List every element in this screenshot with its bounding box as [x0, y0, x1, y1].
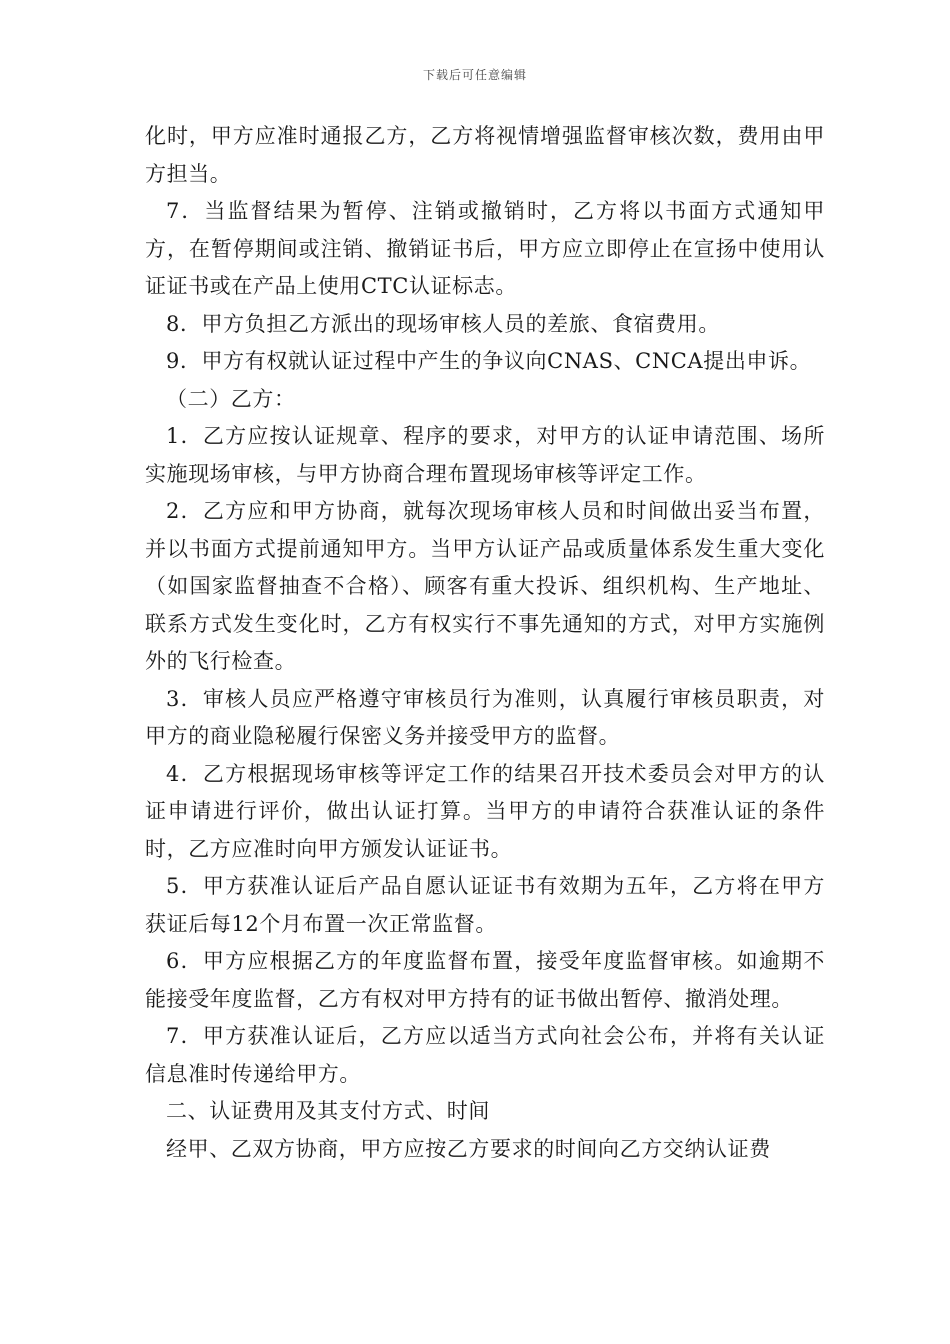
paragraph-b3: 3．审核人员应严格遵守审核员行为准则，认真履行审核员职责，对甲方的商业隐秘履行保密义务并接受甲方的监督。 — [145, 686, 825, 748]
paragraph-a7: 7．当监督结果为暂停、注销或撤销时，乙方将以书面方式通知甲方，在暂停期间或注销、撤销证书后，甲方应立即停止在宣扬中使用认证证书或在产品上使用CTC认证标志。 — [145, 199, 825, 298]
paragraph-a8: 8．甲方负担乙方派出的现场审核人员的差旅、食宿费用。 — [166, 311, 720, 336]
section-heading-party-b: （二）乙方： — [166, 386, 296, 411]
paragraph-a9: 9．甲方有权就认证过程中产生的争议向CNAS、CNCA提出申诉。 — [166, 349, 812, 373]
paragraph-fees: 经甲、乙双方协商，甲方应按乙方要求的时间向乙方交纳认证费 — [166, 1136, 771, 1161]
document-body — [145, 118, 825, 1168]
paragraph-b1: 1．乙方应按认证规章、程序的要求，对甲方的认证申请范围、场所实施现场审核，与甲方协商合理布置现场审核等评定工作。 — [145, 424, 825, 486]
paragraph-b7: 7．甲方获准认证后，乙方应以适当方式向社会公布，并将有关认证信息准时传递给甲方。 — [145, 1024, 825, 1086]
paragraph-b5: 5．甲方获准认证后产品自愿认证证书有效期为五年，乙方将在甲方获证后每12个月布置一次正常监督。 — [145, 874, 825, 936]
paragraph-b2: 2．乙方应和甲方协商，就每次现场审核人员和时间做出妥当布置，并以书面方式提前通知甲方。当甲方认证产品或质量体系发生重大变化（如国家监督抽查不合格）、顾客有重大投诉、组织机构、生产地址、联系方式发生变化时，乙方有权实行不事先通知的方式，对甲方实施例外的飞行检查。 — [145, 499, 825, 673]
page-header: 下载后可任意编辑 — [422, 68, 527, 82]
paragraph-continuation: 化时，甲方应准时通报乙方，乙方将视情增强监督审核次数，费用由甲方担当。 — [145, 124, 825, 186]
section-heading-fees: 二、认证费用及其支付方式、时间 — [166, 1099, 490, 1123]
paragraph-b6: 6．甲方应根据乙方的年度监督布置，接受年度监督审核。如逾期不能接受年度监督，乙方有权对甲方持有的证书做出暂停、撤消处理。 — [145, 949, 825, 1011]
paragraph-b4: 4．乙方根据现场审核等评定工作的结果召开技术委员会对甲方的认证申请进行评价，做出认证打算。当甲方的申请符合获准认证的条件时，乙方应准时向甲方颁发认证证书。 — [145, 761, 825, 861]
